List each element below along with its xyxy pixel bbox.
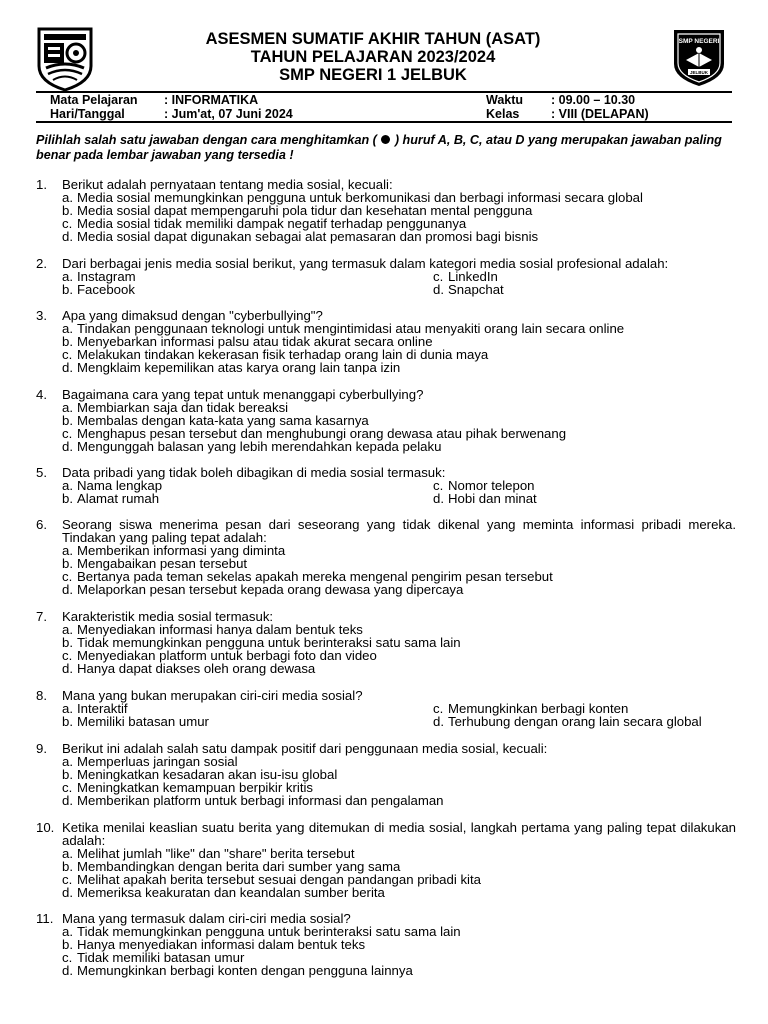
school-year: TAHUN PELAJARAN 2023/2024 [250, 48, 496, 66]
option-letter: b. [62, 203, 73, 218]
option-text: Memiliki batasan umur [77, 714, 209, 729]
question-stem: Apa yang dimaksud dengan "cyberbullying"? [62, 308, 323, 323]
subject-value: : INFORMATIKA [164, 93, 259, 107]
option-letter: c. [62, 780, 73, 795]
question-number: 2. [36, 256, 47, 271]
school-logo [668, 26, 730, 88]
question-stem: Bagaimana cara yang tepat untuk menanggapi cyberbullying? [62, 387, 424, 402]
option-text: Memungkinkan berbagi konten [448, 701, 629, 716]
option-d [433, 492, 736, 505]
option-text: Melihat jumlah "like" dan "share" berita tersebut [77, 846, 355, 861]
exam-header [100, 30, 646, 84]
option-letter: d. [433, 491, 444, 506]
question-number: 8. [36, 688, 47, 703]
options-grid [62, 479, 736, 505]
option-text: Hobi dan minat [448, 491, 537, 506]
option-letter: d. [433, 282, 444, 297]
option-d [62, 964, 736, 977]
option-letter: b. [62, 556, 73, 571]
option-letter: a. [62, 754, 73, 769]
question-10 [36, 821, 736, 899]
question-3 [36, 309, 736, 374]
option-text: Membandingkan dengan berita dari sumber yang sama [77, 859, 401, 874]
option-letter: d. [62, 229, 73, 244]
school-logo-ribbon: JELBUK [689, 69, 709, 75]
option-letter: b. [62, 937, 73, 952]
option-letter: b. [62, 334, 73, 349]
question-stem: Mana yang bukan merupakan ciri-ciri media sosial? [62, 688, 363, 703]
option-letter: d. [62, 963, 73, 978]
options-grid [62, 270, 736, 296]
option-text: Mengunggah balasan yang lebih merendahkan kepada pelaku [77, 439, 442, 454]
option-text: Melakukan tindakan kekerasan fisik terhadap orang lain di dunia maya [77, 347, 489, 362]
option-text: Tidak memungkinkan pengguna untuk berinteraksi satu sama lain [77, 924, 461, 939]
school-logo-text: SMP NEGERI [678, 38, 720, 45]
option-text: Bertanya pada teman sekelas apakah mereka mengenal pengirim pesan tersebut [77, 569, 553, 584]
option-text: Nama lengkap [77, 478, 163, 493]
question-stem: Berikut adalah pernyataan tentang media sosial, kecuali: [62, 177, 393, 192]
time-value: : 09.00 – 10.30 [551, 93, 636, 107]
option-letter: a. [62, 846, 73, 861]
option-text: Menyebarkan informasi palsu atau tidak akurat secara online [77, 334, 433, 349]
question-9 [36, 742, 736, 807]
question-stem: Seorang siswa menerima pesan dari seseorang yang tidak dikenal yang meminta informasi pribadi mereka. Tindakan yang paling tepat adalah: [62, 517, 736, 545]
option-text: Mengklaim kepemilikan atas karya orang lain tanpa izin [77, 360, 401, 375]
option-text: Media sosial memungkinkan pengguna untuk berkomunikasi dan berbagi informasi secara global [77, 190, 643, 205]
option-text: Snapchat [448, 282, 504, 297]
question-11 [36, 912, 736, 977]
class-value: : VIII (DELAPAN) [551, 107, 649, 121]
option-letter: a. [62, 478, 73, 493]
option-letter: c. [433, 478, 444, 493]
option-text: Tidak memiliki batasan umur [77, 950, 245, 965]
option-letter: c. [62, 347, 73, 362]
option-text: Hanya menyediakan informasi dalam bentuk teks [77, 937, 366, 952]
option-letter: d. [62, 439, 73, 454]
filled-circle-icon [381, 135, 390, 144]
option-text: Menghapus pesan tersebut dan menghubungi orang dewasa atau pihak berwenang [77, 426, 567, 441]
option-text: Tidak memungkinkan pengguna untuk berinteraksi satu sama lain [77, 635, 461, 650]
regency-emblem-logo [36, 26, 94, 92]
option-text: Media sosial dapat mempengaruhi pola tidur dan kesehatan mental pengguna [77, 203, 533, 218]
option-letter: d. [62, 885, 73, 900]
option-text: Mengabaikan pesan tersebut [77, 556, 248, 571]
option-d [62, 794, 736, 807]
option-letter: a. [62, 321, 73, 336]
option-letter: c. [62, 216, 73, 231]
option-letter: a. [62, 543, 73, 558]
question-number: 5. [36, 465, 47, 480]
instructions-text-start: Pilihlah salah satu jawaban dengan cara menghitamkan ( [36, 133, 377, 147]
option-d [62, 662, 736, 675]
option-letter: a. [62, 400, 73, 415]
option-d [433, 715, 736, 728]
option-text: Memberikan platform untuk berbagi informasi dan pengalaman [77, 793, 444, 808]
question-2 [36, 257, 736, 296]
option-letter: b. [62, 413, 73, 428]
option-text: Media sosial dapat digunakan sebagai alat pemasaran dan promosi bagi bisnis [77, 229, 539, 244]
option-letter: d. [62, 360, 73, 375]
option-text: Memungkinkan berbagi konten dengan pengguna lainnya [77, 963, 413, 978]
date-value: : Jum'at, 07 Juni 2024 [164, 107, 293, 121]
option-letter: b. [62, 859, 73, 874]
option-text: Media sosial tidak memiliki dampak negatif terhadap penggunanya [77, 216, 467, 231]
question-number: 1. [36, 177, 47, 192]
question-8 [36, 689, 736, 728]
option-letter: c. [62, 569, 73, 584]
option-text: Instagram [77, 269, 136, 284]
option-text: Membiarkan saja dan tidak bereaksi [77, 400, 289, 415]
question-stem: Data pribadi yang tidak boleh dibagikan di media sosial termasuk: [62, 465, 446, 480]
option-text: Menyediakan platform untuk berbagi foto dan video [77, 648, 377, 663]
option-text: Interaktif [77, 701, 128, 716]
time-label: Waktu [486, 93, 524, 107]
option-letter: a. [62, 924, 73, 939]
question-7 [36, 610, 736, 675]
question-stem: Dari berbagai jenis media sosial berikut, yang termasuk dalam kategori media sosial profesional adalah: [62, 256, 669, 271]
question-4 [36, 388, 736, 453]
option-text: Meningkatkan kemampuan berpikir kritis [77, 780, 314, 795]
options-grid [62, 702, 736, 728]
option-d [62, 440, 736, 453]
option-b [62, 715, 433, 728]
question-1 [36, 178, 736, 243]
exam-title: ASESMEN SUMATIF AKHIR TAHUN (ASAT) [205, 30, 541, 48]
instructions [36, 133, 736, 163]
question-number: 11. [36, 911, 54, 926]
option-text: Meningkatkan kesadaran akan isu-isu global [77, 767, 338, 782]
option-letter: b. [62, 767, 73, 782]
question-stem: Mana yang termasuk dalam ciri-ciri media sosial? [62, 911, 351, 926]
option-text: Memeriksa keakuratan dan keandalan sumber berita [77, 885, 385, 900]
option-letter: b. [62, 714, 73, 729]
school-name: SMP NEGERI 1 JELBUK [279, 66, 467, 84]
option-d [62, 361, 736, 374]
question-stem: Karakteristik media sosial termasuk: [62, 609, 274, 624]
option-letter: d. [62, 582, 73, 597]
option-letter: c. [62, 872, 73, 887]
question-stem: Berikut ini adalah salah satu dampak positif dari penggunaan media sosial, kecuali: [62, 741, 548, 756]
option-b [62, 283, 433, 296]
header-rule-bottom [36, 121, 732, 123]
question-number: 6. [36, 517, 47, 532]
option-letter: b. [62, 491, 73, 506]
option-letter: d. [433, 714, 444, 729]
option-letter: c. [62, 426, 73, 441]
option-d [433, 283, 736, 296]
option-text: Menyediakan informasi hanya dalam bentuk teks [77, 622, 363, 637]
option-d [62, 230, 736, 243]
option-text: Alamat rumah [77, 491, 160, 506]
date-label: Hari/Tanggal [50, 107, 125, 121]
question-number: 4. [36, 387, 47, 402]
option-text: Nomor telepon [448, 478, 535, 493]
option-letter: d. [62, 793, 73, 808]
option-text: Facebook [77, 282, 135, 297]
option-letter: b. [62, 282, 73, 297]
option-letter: c. [62, 648, 73, 663]
class-label: Kelas [486, 107, 520, 121]
option-letter: a. [62, 190, 73, 205]
question-number: 3. [36, 308, 47, 323]
subject-label: Mata Pelajaran [50, 93, 138, 107]
question-5 [36, 466, 736, 505]
option-letter: a. [62, 622, 73, 637]
option-text: Terhubung dengan orang lain secara global [448, 714, 702, 729]
option-text: Memberikan informasi yang diminta [77, 543, 286, 558]
question-number: 9. [36, 741, 47, 756]
option-letter: c. [62, 950, 73, 965]
option-d [62, 583, 736, 596]
question-stem: Ketika menilai keaslian suatu berita yang ditemukan di media sosial, langkah pertama yang paling tepat dilakukan adalah: [62, 820, 736, 848]
option-text: Memperluas jaringan sosial [77, 754, 238, 769]
option-text: Membalas dengan kata-kata yang sama kasarnya [77, 413, 369, 428]
option-letter: a. [62, 701, 73, 716]
question-6 [36, 518, 736, 596]
option-text: Melihat apakah berita tersebut sesuai dengan pandangan pribadi kita [77, 872, 481, 887]
instructions-text-end: ) huruf A, B, C, atau D yang merupakan jawaban paling benar pada lembar jawaban yang tersedia ! [36, 133, 722, 162]
option-b [62, 492, 433, 505]
option-text: LinkedIn [448, 269, 498, 284]
option-d [62, 886, 736, 899]
option-letter: b. [62, 635, 73, 650]
option-letter: a. [62, 269, 73, 284]
option-text: Tindakan penggunaan teknologi untuk mengintimidasi atau menyakiti orang lain secara online [77, 321, 625, 336]
question-number: 10. [36, 820, 55, 835]
question-number: 7. [36, 609, 47, 624]
option-text: Melaporkan pesan tersebut kepada orang dewasa yang dipercaya [77, 582, 464, 597]
option-text: Hanya dapat diakses oleh orang dewasa [77, 661, 316, 676]
option-letter: c. [433, 701, 444, 716]
option-letter: d. [62, 661, 73, 676]
option-letter: c. [433, 269, 444, 284]
